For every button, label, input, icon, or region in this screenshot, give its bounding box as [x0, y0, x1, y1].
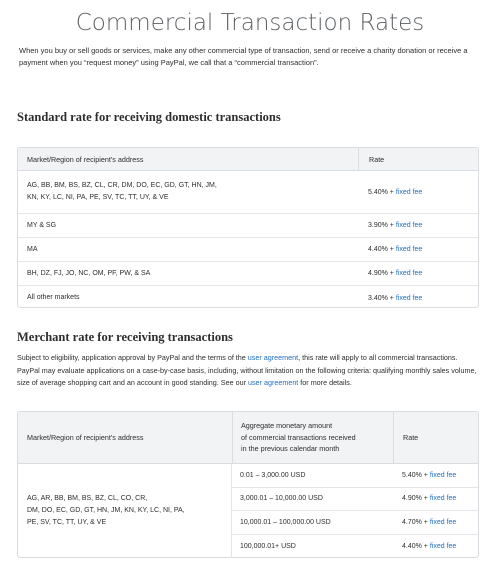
table-header [18, 148, 478, 171]
standard-rate-heading: Standard rate for receiving domestic transactions [17, 110, 281, 124]
rate-value: 4.70% + [402, 518, 428, 526]
fixed-fee-link[interactable]: fixed fee [429, 518, 457, 526]
fixed-fee-link[interactable]: fixed fee [395, 294, 423, 302]
rate-value: 5.40% + [402, 471, 428, 479]
page-title: Commercial Transaction Rates [75, 10, 425, 36]
header-rate: Rate [358, 148, 478, 170]
fixed-fee-link[interactable]: fixed fee [429, 495, 457, 503]
rate-value: 3.40% + [368, 294, 394, 302]
merchant-markets: AG, AR, BB, BM, BS, BZ, CL, CO, CR, DM, DO, EC, GD, GT, HN, JM, KN, KY, LC, NI, PA, PE, SV, TC, TT, UY, & VE [18, 464, 232, 558]
table-row [18, 171, 478, 214]
market-line: AG, BB, BM, BS, BZ, CL, CR, DM, DO, EC, GD, GT, HN, JM, [27, 182, 217, 189]
fixed-fee-link[interactable]: fixed fee [395, 270, 423, 277]
fixed-fee-link[interactable]: fixed fee [429, 471, 457, 479]
table-row [232, 464, 478, 488]
market-line: All other markets [27, 294, 80, 301]
market-line: KN, KY, LC, NI, PA, PE, SV, TC, TT, UY, & VE [27, 194, 169, 201]
amount-range: 3,000.01 – 10,000.00 USD [240, 495, 323, 503]
market-line: BH, DZ, FJ, JO, NC, OM, PF, PW, & SA [27, 269, 151, 277]
header-amount: Aggregate monetary amount of commercial transactions received in the previous calendar month [232, 412, 393, 463]
header-rate: Rate [393, 412, 478, 463]
merchant-rate-table [17, 411, 479, 558]
rate-value: 4.90% + [368, 270, 394, 277]
fixed-fee-link[interactable]: fixed fee [395, 246, 423, 253]
table-row [232, 488, 478, 512]
header-market: Market/Region of recipient's address [27, 433, 144, 442]
table-row [232, 535, 478, 559]
rate-value: 4.40% + [402, 542, 428, 550]
table-row [18, 238, 478, 262]
table-row [18, 262, 478, 286]
header-market: Market/Region of recipient's address [27, 154, 144, 164]
table-header [18, 412, 478, 464]
merchant-rate-heading: Merchant rate for receiving transactions [17, 330, 233, 344]
standard-rate-table [17, 147, 479, 308]
amount-range: 0.01 – 3,000.00 USD [240, 471, 306, 479]
rate-value: 4.90% + [402, 495, 428, 503]
fixed-fee-link[interactable]: fixed fee [429, 542, 457, 550]
intro-text: When you buy or sell goods or services, make any other commercial type of transaction, send or receive a charity donation or receive a payment when you “request money” using PayPal, we call that a “commercial transaction”. [19, 46, 468, 67]
table-row [232, 511, 478, 535]
fixed-fee-link[interactable]: fixed fee [395, 222, 423, 229]
rate-value: 3.90% + [368, 222, 394, 229]
rate-value: 5.40% + [368, 188, 394, 196]
amount-range: 10,000.01 – 100,000.00 USD [240, 518, 331, 526]
rate-value: 4.40% + [368, 246, 394, 253]
merchant-description: Subject to eligibility, application approval by PayPal and the terms of the user agreement, this rate will apply to all commercial transactions. PayPal may evaluate applications on a case-by-case basis, including, without limitation on the following criteria: qualifying monthly sales volume, size of average shopping cart and an account in good standing. See our user agreement for more details. [17, 353, 477, 387]
amount-range: 100,000.01+ USD [240, 542, 296, 550]
user-agreement-link[interactable]: user agreement [247, 378, 299, 387]
fixed-fee-link[interactable]: fixed fee [395, 188, 423, 196]
table-row [18, 214, 478, 238]
table-row [18, 286, 478, 310]
market-line: MA [27, 245, 38, 253]
user-agreement-link[interactable]: user agreement [247, 353, 299, 362]
market-line: MY & SG [27, 221, 57, 229]
